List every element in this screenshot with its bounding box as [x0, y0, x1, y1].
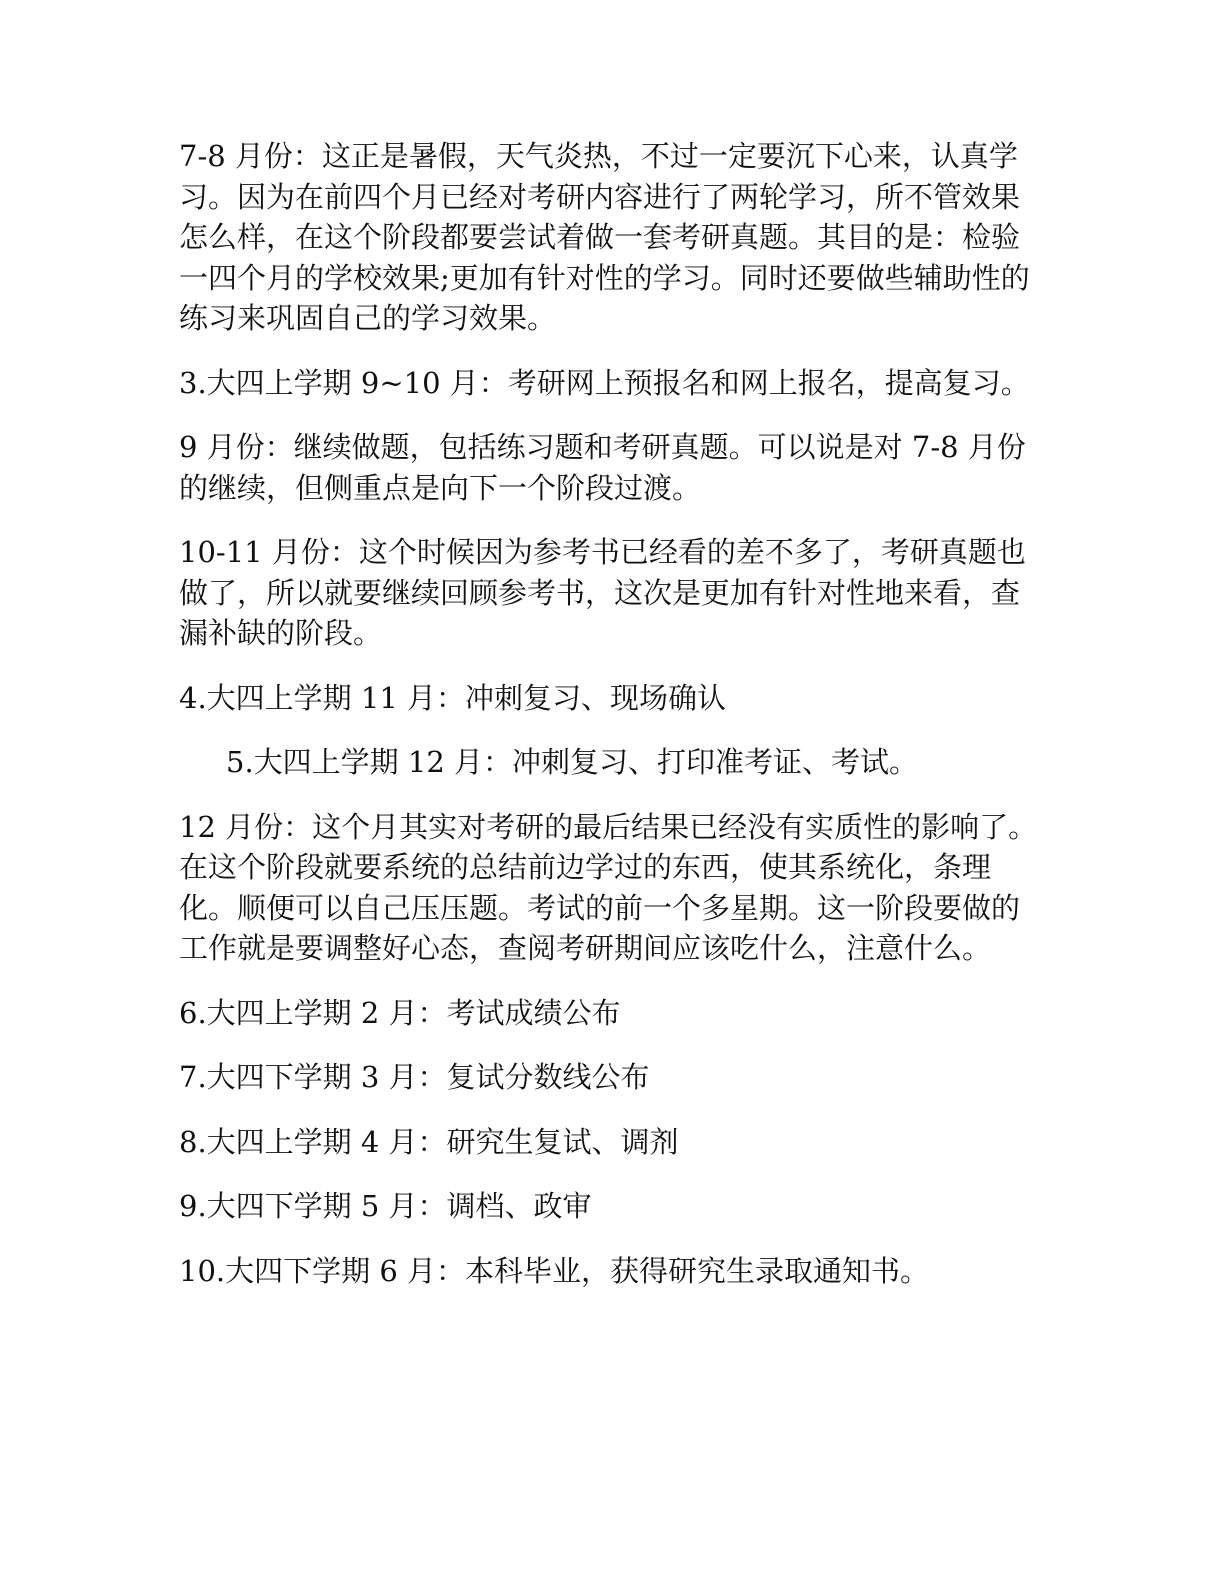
paragraph-stage-9: 9.大四下学期 5 月：调档、政审 [179, 1189, 592, 1223]
paragraph-july-august: 7-8 月份：这正是暑假，天气炎热，不过一定要沉下心来，认真学习。因为在前四个月已经对考研内容进行了两轮学习，所不管效果怎么样，在这个阶段都要尝试着做一套考研真题。其目的是：检验一四个月的学校效果;更加有针对性的学习。同时还要做些辅助性的练习来巩固自己的学习效果。 [179, 139, 1030, 335]
paragraph-september: 9 月份：继续做题，包括练习题和考研真题。可以说是对 7-8 月份的继续，但侧重点是向下一个阶段过渡。 [179, 430, 1026, 505]
paragraph-stage-6: 6.大四上学期 2 月：考试成绩公布 [179, 995, 621, 1030]
paragraph-stage-10: 10.大四下学期 6 月：本科毕业，获得研究生录取通知书。 [179, 1253, 930, 1288]
paragraph-october-november: 10-11 月份：这个时候因为参考书已经看的差不多了，考研真题也做了，所以就要继续回顾参考书，这次是更加有针对性地来看，查漏补缺的阶段。 [179, 535, 1026, 650]
paragraph-stage-7: 7.大四下学期 3 月：复试分数线公布 [179, 1060, 650, 1094]
document-body [179, 136, 1039, 1315]
paragraph-december: 12 月份：这个月其实对考研的最后结果已经没有实质性的影响了。在这个阶段就要系统的总结前边学过的东西，使其系统化，条理化。顺便可以自己压压题。考试的前一个多星期。这一阶段要做的工作就是要调整好心态，查阅考研期间应该吃什么，注意什么。 [179, 809, 1038, 965]
paragraph-stage-5: 5.大四上学期 12 月：冲刺复习、打印准考证、考试。 [226, 745, 919, 779]
paragraph-stage-3: 3.大四上学期 9~10 月：考研网上预报名和网上报名，提高复习。 [179, 365, 1030, 400]
paragraph-stage-4: 4.大四上学期 11 月：冲刺复习、现场确认 [179, 680, 727, 715]
paragraph-stage-8: 8.大四上学期 4 月：研究生复试、调剂 [179, 1124, 679, 1159]
